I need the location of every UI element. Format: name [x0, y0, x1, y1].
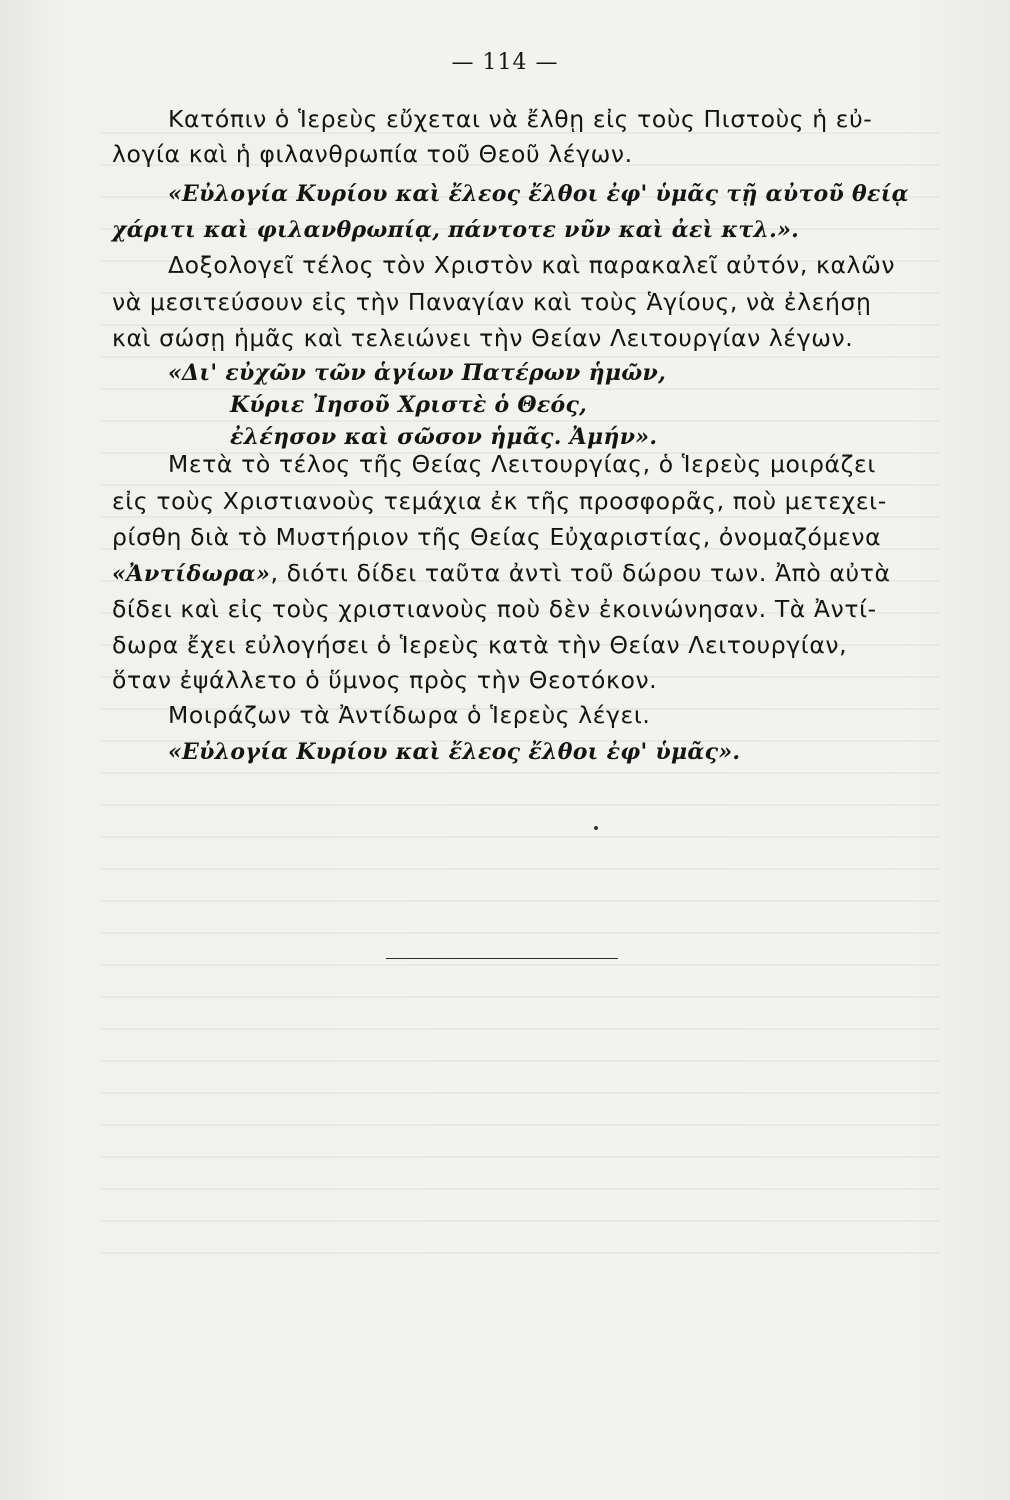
prayer-line: «Δι' εὐχῶν τῶν ἁγίων Πατέρων ἡμῶν,	[168, 360, 667, 386]
quote-line: «Εὐλογία Κυρίου καὶ ἔλεος ἔλθοι ἐφ' ὑμᾶς τῇ αὐτοῦ θείᾳ	[168, 181, 909, 207]
text-line: Μοιράζων τὰ Ἀντίδωρα ὁ Ἱερεὺς λέγει.	[168, 701, 651, 729]
text-line: Δοξολογεῖ τέλος τὸν Χριστὸν καὶ παρακαλεῖ αὐτόν, καλῶν	[168, 251, 896, 279]
text-line: δωρα ἔχει εὐλογήσει ὁ Ἱερεὺς κατὰ τὴν Θείαν Λειτουργίαν,	[112, 631, 848, 659]
text-line: Κατόπιν ὁ Ἱερεὺς εὔχεται νὰ ἔλθῃ εἰς τοὺς Πιστοὺς ἡ εὐ-	[168, 105, 873, 133]
text-line: καὶ σώσῃ ἡμᾶς καὶ τελειώνει τὴν Θείαν Λειτουργίαν λέγων.	[112, 324, 854, 352]
prayer-line: Κύριε Ἰησοῦ Χριστὲ ὁ Θεός,	[230, 392, 588, 418]
text-line-rest: , διότι δίδει ταῦτα ἀντὶ τοῦ δώρου των. Ἀπὸ αὐτὰ	[270, 559, 891, 587]
ink-speck	[594, 826, 598, 830]
text-line: εἰς τοὺς Χριστιανοὺς τεμάχια ἐκ τῆς προσφορᾶς, ποὺ μετεχει-	[112, 487, 887, 515]
text-line	[112, 558, 891, 589]
page-number: — 114 —	[451, 50, 559, 75]
prayer-line: ἐλέησον καὶ σῶσον ἡμᾶς. Ἀμήν».	[230, 424, 658, 450]
antidoron-term: «Ἀντίδωρα»	[112, 561, 271, 587]
quote-line: χάριτι καὶ φιλανθρωπίᾳ, πάντοτε νῦν καὶ ἀεὶ κτλ.».	[112, 217, 800, 243]
text-line: δίδει καὶ εἰς τοὺς χριστιανοὺς ποὺ δὲν ἐκοινώνησαν. Τὰ Ἀντί-	[112, 595, 877, 623]
text-line: Μετὰ τὸ τέλος τῆς Θείας Λειτουργίας, ὁ Ἱερεὺς μοιράζει	[168, 450, 876, 478]
text-line: ρίσθη διὰ τὸ Μυστήριον τῆς Θείας Εὐχαριστίας, ὀνομαζόμενα	[112, 523, 882, 551]
quote-line: «Εὐλογία Κυρίου καὶ ἔλεος ἔλθοι ἐφ' ὑμᾶς».	[168, 739, 741, 765]
section-rule	[386, 958, 618, 959]
text-line: ὅταν ἐψάλλετο ὁ ὕμνος πρὸς τὴν Θεοτόκον.	[112, 666, 658, 694]
text-line: νὰ μεσιτεύσουν εἰς τὴν Παναγίαν καὶ τοὺς Ἁγίους, νὰ ἐλεήσῃ	[112, 288, 872, 316]
text-line: λογία καὶ ἡ φιλανθρωπία τοῦ Θεοῦ λέγων.	[112, 140, 633, 168]
